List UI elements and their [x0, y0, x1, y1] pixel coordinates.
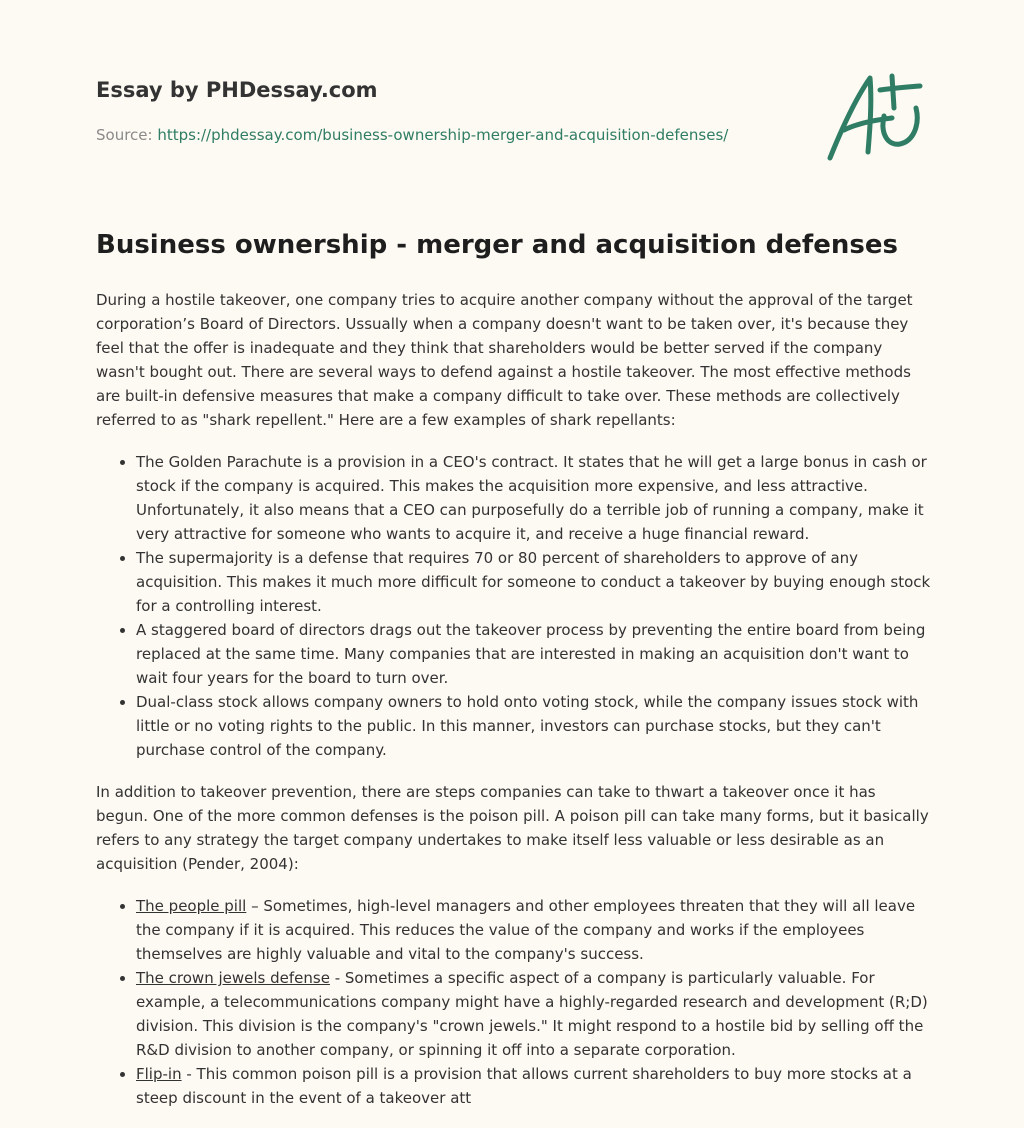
essay-header: [96, 74, 796, 146]
article: [96, 222, 932, 1128]
intro-paragraph: During a hostile takeover, one company tries to acquire another company without the approval of the target corporation’s Board of Directors. Ussually when a company doesn't want to be taken over, it's because they feel that the offer is inadequate and they think that shareholders would be better served if the company wasn't bought out. There are several ways to defend against a hostile takeover. The most effective methods are built-in defensive measures that make a company difficult to take over. These methods are collectively referred to as "shark repellent." Here are a few examples of shark repellants:: [96, 291, 913, 429]
source-link[interactable]: https://phdessay.com/business-ownership-merger-and-acquisition-defenses/: [157, 126, 729, 144]
list-item: [136, 1062, 932, 1110]
term-link[interactable]: The crown jewels defense: [136, 969, 330, 987]
list-item: • The Golden Parachute is a provision in a CEO's contract. It states that he will get a large bonus in cash or stock if the company is acquired. This makes the acquisition more expensive, and less attractive. Unfortunately, it also means that a CEO can purposefully do a terrible job of running a company, make it very attractive for someone who wants to acquire it, and receive a huge financial reward.: [136, 450, 932, 546]
site-title: Essay by PHDessay.com: [96, 78, 378, 102]
source-line: [96, 124, 796, 146]
poison-pill-paragraph: In addition to takeover prevention, there are steps companies can take to thwart a takeover once it has begun. One of the more common defenses is the poison pill. A poison pill can take many forms, but it basically refers to any strategy the target company undertakes to make itself less valuable or less desirable as an acquisition (Pender, 2004):: [96, 783, 929, 873]
term-description: – Sometimes, high-level managers and other employees threaten that they will all leave the company if it is acquired. This reduces the value of the company and works if the employees themselves are highly valuable and vital to the company's success.: [136, 897, 916, 963]
term-link[interactable]: Flip-in: [136, 1065, 182, 1083]
term-link[interactable]: The people pill: [136, 897, 247, 915]
shark-repellent-list: [96, 450, 932, 762]
list-item: • Dual-class stock allows company owners to hold onto voting stock, while the company issues stock with little or no voting rights to the public. In this manner, investors can purchase stocks, but they can't purchase control of the company.: [136, 690, 932, 762]
term-description: - This common poison pill is a provision that allows current shareholders to buy more stocks at a steep discount in the event of a takeover att: [136, 1065, 912, 1107]
source-label: Source:: [96, 126, 158, 144]
term-description: - Sometimes a specific aspect of a company is particularly valuable. For example, a telecommunications company might have a highly-regarded research and development (R;D) division. This division is the company's "crown jewels." It might respond to a hostile bid by selling off the R&D division to another company, or spinning it off into a separate corporation.: [136, 969, 928, 1059]
list-item: [136, 894, 932, 966]
list-item: • A staggered board of directors drags out the takeover process by preventing the entire board from being replaced at the same time. Many companies that are interested in making an acquisition don't want to wait four years for the board to turn over.: [136, 618, 932, 690]
a-plus-logo-icon: [822, 66, 930, 166]
poison-pill-list: [96, 894, 932, 1110]
list-item: [136, 966, 932, 1062]
list-item: • The supermajority is a defense that requires 70 or 80 percent of shareholders to approve of any acquisition. This makes it much more difficult for someone to conduct a takeover by buying enough stock for a controlling interest.: [136, 546, 932, 618]
article-title: Business ownership - merger and acquisition defenses: [96, 230, 898, 260]
